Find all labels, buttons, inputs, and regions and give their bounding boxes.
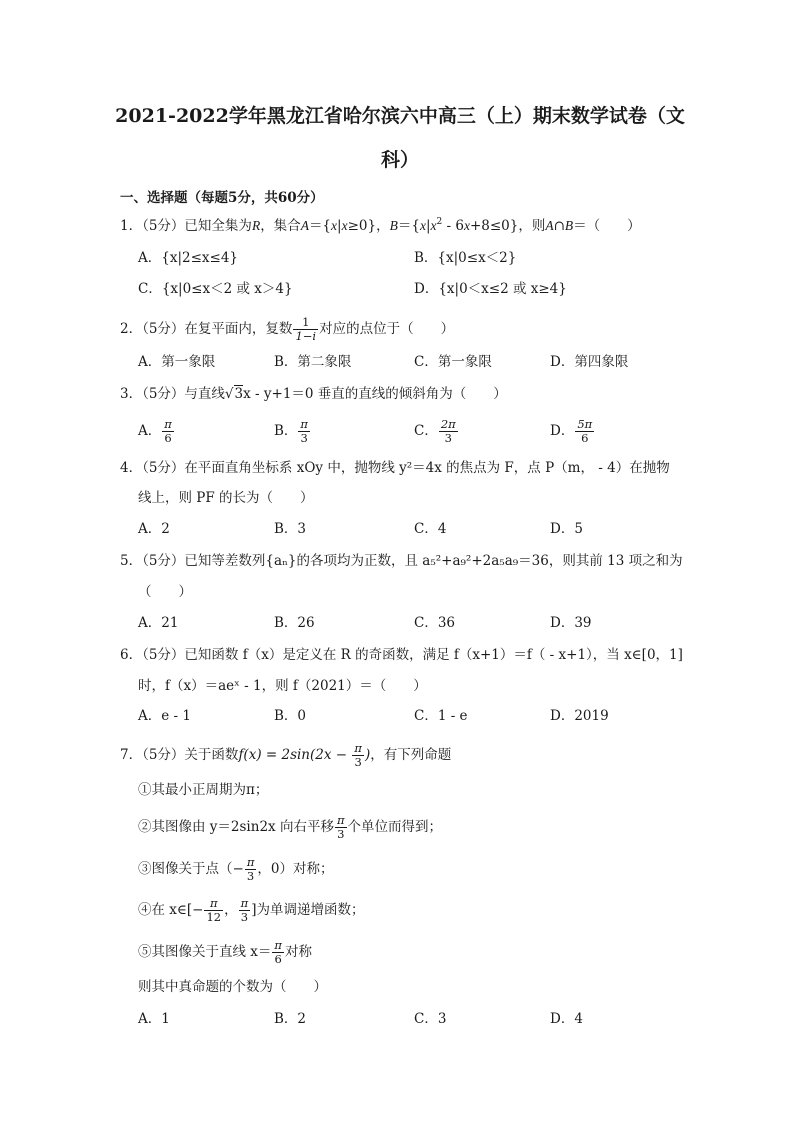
q3-option-d: D． $\frac{5\pi}{6}$ — [550, 417, 593, 445]
exam-title-line2: 科） — [380, 149, 419, 171]
q5-option-c: C．36 — [414, 615, 456, 631]
q5-option-b: B．26 — [274, 615, 315, 631]
question-3-stem: 3．（5分）与直线√3x - y+1＝0 垂直的直线的倾斜角为（ ） — [120, 386, 507, 402]
q5-option-a: A．21 — [138, 615, 179, 631]
q7-statement-5: ⑤其图像关于直线 x＝ $\frac{\pi}{6}$ 对称 — [138, 938, 312, 966]
question-6-stem-line2: 时，f（x）＝aeˣ - 1，则 f（2021）＝（ ） — [138, 678, 427, 694]
q7-option-a: A．1 — [138, 1011, 170, 1027]
exam-title-line1: 2021-2022学年黑龙江省哈尔滨六中高三（上）期末数学试卷（文 — [115, 105, 685, 127]
q7-statement-1: ①其最小正周期为π； — [138, 782, 269, 798]
q4-option-c: C．4 — [414, 521, 447, 537]
question-6-stem-line1: 6．（5分）已知函数 f（x）是定义在 R 的奇函数，满足 f（x+1）＝f（ - x+1），当 x∈[0，1] — [120, 647, 683, 663]
q1-option-d: D．{x|0＜x≤2 或 x≥4} — [414, 281, 567, 297]
q2-option-c: C．第一象限 — [414, 354, 492, 370]
question-2-stem: 2．（5分）在复平面内，复数 $\frac{1}{1-i}$ 对应的点位于（ ） — [120, 315, 455, 343]
q7-option-b: B．2 — [274, 1011, 307, 1027]
q5-option-d: D．39 — [550, 615, 592, 631]
question-5-stem-line2: （ ） — [138, 584, 192, 600]
q4-option-a: A．2 — [138, 521, 170, 537]
q2-fraction: $\frac{1}{1-i}$ — [295, 315, 317, 343]
question-4-stem-line1: 4．（5分）在平面直角坐标系 xOy 中，抛物线 y²＝4x 的焦点为 F，点 P（m， - 4）在抛物 — [120, 460, 670, 476]
q3-option-c: C． $\frac{2\pi}{3}$ — [414, 417, 456, 445]
q7-option-c: C．3 — [414, 1011, 447, 1027]
q1-option-c: C．{x|0≤x＜2 或 x＞4} — [138, 281, 293, 297]
q3-option-b: B． $\frac{\pi}{3}$ — [274, 417, 308, 445]
question-4-stem-line2: 线上，则 PF 的长为（ ） — [138, 490, 314, 506]
q1-option-a: A．{x|2≤x≤4} — [138, 250, 239, 266]
q1-option-b: B．{x|0≤x＜2} — [414, 250, 517, 266]
q7-statement-4: ④在 x∈[− $\frac{\pi}{12}$ ， $\frac{\pi}{3}$ ]为单调递增函数； — [138, 896, 365, 924]
question-7-stem: 7．（5分）关于函数f(x) = 2sin(2x − $\frac{\pi}{3}$ )，有下列命题 — [120, 741, 452, 769]
q6-option-c: C．1 - e — [414, 708, 468, 724]
q6-option-b: B．0 — [274, 708, 307, 724]
question-5-stem-line1: 5．（5分）已知等差数列{aₙ}的各项均为正数，且 a₅²+a₉²+2a₅a₉＝36，则其前 13 项之和为 — [120, 553, 683, 569]
section-heading: 一、选择题（每题5分，共60分） — [120, 190, 324, 206]
q2-option-b: B．第二象限 — [274, 354, 352, 370]
q7-statement-3: ③图像关于点（− $\frac{\pi}{3}$ ，0）对称； — [138, 855, 334, 883]
q4-option-d: D．5 — [550, 521, 583, 537]
q3-option-a: A． $\frac{\pi}{6}$ — [138, 417, 172, 445]
q2-option-d: D．第四象限 — [550, 354, 629, 370]
q7-question: 则其中真命题的个数为（ ） — [138, 979, 327, 995]
q2-option-a: A．第一象限 — [138, 354, 216, 370]
q7-statement-2: ②其图像由 y＝2sin2x 向右平移 $\frac{\pi}{3}$ 个单位而得到； — [138, 813, 443, 841]
q6-option-a: A．e - 1 — [138, 708, 191, 724]
question-1-stem: 1．（5分）已知全集为R，集合A＝{x|x≥0}，$B=\{x|x^2 - 6x+8\le 0\}$，则A∩B＝（ ） — [120, 217, 641, 234]
q4-option-b: B．3 — [274, 521, 307, 537]
q7-option-d: D．4 — [550, 1011, 583, 1027]
q6-option-d: D．2019 — [550, 708, 609, 724]
